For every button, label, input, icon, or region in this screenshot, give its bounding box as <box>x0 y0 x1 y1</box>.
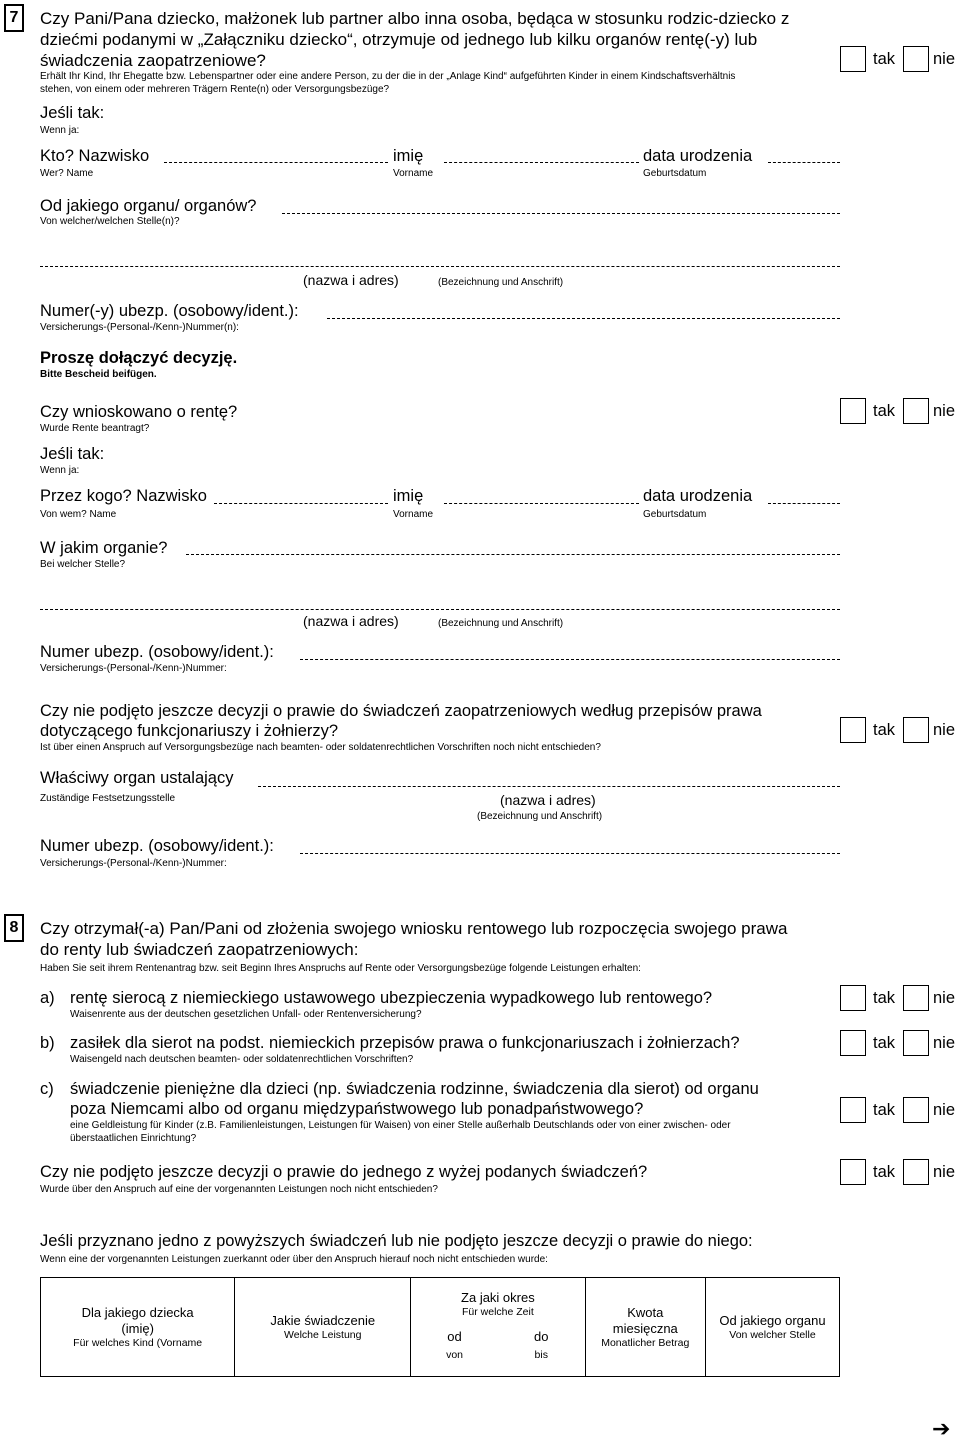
at-which-org-label: W jakim organie? <box>40 539 168 557</box>
name-address-german: (Bezeichnung und Anschrift) <box>438 277 564 288</box>
column-authority-german: Von welcher Stelle <box>729 1328 816 1341</box>
at-which-org-field[interactable] <box>186 554 840 555</box>
no-decision-line-1: Czy nie podjęto jeszcze decyzji o prawie do świadczeń zaopatrzeniowych według przepisów prawa <box>40 702 762 720</box>
yes-checkbox[interactable] <box>840 717 866 743</box>
if-granted-german: Wenn eine der vorgenannten Leistungen zuerkannt oder über den Anspruch hierauf noch nicht entschieden wurde: <box>40 1254 548 1265</box>
yes-checkbox[interactable] <box>840 1097 866 1123</box>
question-7-line-2: dziećmi podanymi w „Załączniku dziecko“, otrzymuje od jednego lub kilku organów rentę(-y) lub <box>40 30 758 49</box>
first-name-label: imię <box>393 487 424 505</box>
by-whom-surname-german: Von wem? Name <box>40 509 117 520</box>
option-c-line-2: poza Niemcami albo od organu międzypaństwowego lub ponadpaństwowego? <box>70 1100 644 1118</box>
name-address-german: (Bezeichnung und Anschrift) <box>438 618 564 629</box>
no-label: nie <box>933 989 956 1007</box>
option-b-text: zasiłek dla sierot na podst. niemieckich przepisów prawa o funkcjonariuszach i żołnierzach? <box>70 1034 740 1052</box>
option-a-german: Waisenrente aus der deutschen gesetzlichen Unfall- oder Rentenversicherung? <box>70 1009 422 1020</box>
benefits-table <box>40 1277 840 1377</box>
yes-label: tak <box>873 721 896 739</box>
competent-org-label: Właściwy organ ustalający <box>40 769 234 787</box>
insurance-number-field[interactable] <box>300 853 840 854</box>
birth-date-german: Geburtsdatum <box>643 509 707 520</box>
from-which-org-label: Od jakiego organu/ organów? <box>40 197 257 215</box>
yes-checkbox[interactable] <box>840 46 866 72</box>
first-name-field[interactable] <box>444 503 639 504</box>
if-yes-label: Jeśli tak: <box>40 445 105 463</box>
column-benefit <box>235 1278 411 1377</box>
column-child-title-line-1: Dla jakiego dziecka <box>81 1304 194 1320</box>
first-name-german: Vorname <box>393 168 434 179</box>
column-amount-title-line-1: Kwota <box>627 1304 664 1320</box>
column-amount-title-line-2: miesięczna <box>612 1320 678 1336</box>
no-checkbox[interactable] <box>903 985 929 1011</box>
column-authority-title: Od jakiego organu <box>719 1312 826 1328</box>
yes-checkbox[interactable] <box>840 1030 866 1056</box>
if-yes-german: Wenn ja: <box>40 125 80 136</box>
who-surname-label: Kto? Nazwisko <box>40 147 150 165</box>
column-amount <box>585 1278 705 1377</box>
no-label: nie <box>933 721 956 739</box>
if-granted-label: Jeśli przyznano jedno z powyższych świadczeń lub nie podjęto jeszcze decyzji o prawie do niego: <box>40 1232 753 1250</box>
insurance-number-label: Numer ubezp. (osobowy/ident.): <box>40 643 274 661</box>
question-8-line-2: do renty lub świadczeń zaopatrzeniowych: <box>40 940 359 959</box>
yes-label: tak <box>873 989 896 1007</box>
period-to-label: do <box>534 1329 549 1344</box>
competent-org-german: Zuständige Festsetzungsstelle <box>40 793 176 804</box>
competent-org-field[interactable] <box>258 786 840 787</box>
question-7-german-line-2: stehen, von einem oder mehreren Trägern Rente(n) oder Versorgungsbezüge? <box>40 84 390 95</box>
insurance-number-field[interactable] <box>300 659 840 660</box>
option-c-letter: c) <box>40 1080 54 1098</box>
question-8-german: Haben Sie seit ihrem Rentenantrag bzw. seit Beginn Ihres Anspruchs auf Rente oder Versorgungsbezüge folgende Leistungen erhalten: <box>40 963 641 974</box>
yes-label: tak <box>873 1034 896 1052</box>
by-whom-surname-label: Przez kogo? Nazwisko <box>40 487 207 505</box>
period-from <box>411 1329 498 1362</box>
column-amount-german: Monatlicher Betrag <box>601 1336 690 1349</box>
yes-checkbox[interactable] <box>840 985 866 1011</box>
option-c-line-1: świadczenie pieniężne dla dzieci (np. świadczenia rodzinne, świadczenia dla sierot) od organu <box>70 1080 759 1098</box>
who-surname-field[interactable] <box>164 162 388 163</box>
insurance-number-plural-field[interactable] <box>327 318 840 319</box>
no-label: nie <box>933 50 956 68</box>
org-address-field[interactable] <box>40 266 840 267</box>
birth-date-label: data urodzenia <box>643 487 753 505</box>
from-which-org-german: Von welcher/welchen Stelle(n)? <box>40 216 180 227</box>
column-period-title: Za jaki okres <box>461 1290 535 1305</box>
column-authority <box>705 1278 839 1377</box>
no-label: nie <box>933 1101 956 1119</box>
insurance-number-plural-german: Versicherungs-(Personal-/Kenn-)Nummer(n): <box>40 322 239 333</box>
period-to <box>498 1329 585 1362</box>
option-a-text: rentę sierocą z niemieckiego ustawowego ubezpieczenia wypadkowego lub rentowego? <box>70 989 713 1007</box>
option-c-german-line-2: überstaatlichen Einrichtung? <box>70 1133 197 1144</box>
org-address-field[interactable] <box>40 609 840 610</box>
yes-checkbox[interactable] <box>840 398 866 424</box>
no-label: nie <box>933 1163 956 1181</box>
column-benefit-german: Welche Leistung <box>284 1328 362 1341</box>
question-7-line-3: świadczenia zaopatrzeniowe? <box>40 51 266 70</box>
attach-decision-german: Bitte Bescheid beifügen. <box>40 369 157 380</box>
column-benefit-title: Jakie świadczenie <box>270 1312 376 1328</box>
option-c-german-line-1: eine Geldleistung für Kinder (z.B. Familienleistungen, Leistungen für Waisen) von einer Stelle außerhalb Deutschlands oder von einer zwischen- oder <box>70 1120 731 1131</box>
insurance-number-plural-label: Numer(-y) ubezp. (osobowy/ident.): <box>40 302 299 320</box>
applied-pension-german: Wurde Rente beantragt? <box>40 423 150 434</box>
insurance-number-german: Versicherungs-(Personal-/Kenn-)Nummer: <box>40 858 227 869</box>
applied-pension-label: Czy wnioskowano o rentę? <box>40 403 238 421</box>
name-address-label: (nazwa i adres) <box>500 792 596 808</box>
no-checkbox[interactable] <box>903 717 929 743</box>
no-checkbox[interactable] <box>903 1097 929 1123</box>
yes-label: tak <box>873 50 896 68</box>
at-which-org-german: Bei welcher Stelle? <box>40 559 126 570</box>
insurance-number-label: Numer ubezp. (osobowy/ident.): <box>40 837 274 855</box>
no-decision-german: Ist über einen Anspruch auf Versorgungsbezüge nach beamten- oder soldatenrechtlichen Vorschriften noch nicht entschieden? <box>40 742 601 753</box>
if-yes-label: Jeśli tak: <box>40 104 105 122</box>
who-surname-german: Wer? Name <box>40 168 94 179</box>
first-name-label: imię <box>393 147 424 165</box>
birth-date-label: data urodzenia <box>643 147 753 165</box>
no-decision-german: Wurde über den Anspruch auf eine der vorgenannten Leistungen noch nicht entschieden? <box>40 1184 438 1195</box>
option-b-german: Waisengeld nach deutschen beamten- oder soldatenrechtlichen Vorschriften? <box>70 1054 414 1065</box>
attach-decision-text: Proszę dołączyć decyzję. <box>40 349 238 367</box>
period-to-german: bis <box>534 1349 548 1361</box>
no-label: nie <box>933 1034 956 1052</box>
no-label: nie <box>933 402 956 420</box>
by-whom-surname-field[interactable] <box>214 503 388 504</box>
question-8-line-1: Czy otrzymał(-a) Pan/Pani od złożenia swojego wniosku rentowego lub rozpoczęcia swojego prawa <box>40 919 788 938</box>
column-period <box>411 1278 585 1377</box>
no-checkbox[interactable] <box>903 1030 929 1056</box>
section-number-7: 7 <box>4 4 24 32</box>
question-7-german-line-1: Erhält Ihr Kind, Ihr Ehegatte bzw. Lebenspartner oder eine andere Person, zu der die in der „Anlage Kind“ aufgeführten Kinder in einem Kindschaftsverhältnis <box>40 71 736 82</box>
no-checkbox[interactable] <box>903 46 929 72</box>
yes-label: tak <box>873 1101 896 1119</box>
column-child-german: Für welches Kind (Vorname <box>73 1336 203 1349</box>
yes-label: tak <box>873 1163 896 1181</box>
no-decision-line-2: dotyczącego funkcjonariuszy i żołnierzy? <box>40 722 339 740</box>
yes-label: tak <box>873 402 896 420</box>
name-address-label: (nazwa i adres) <box>303 272 399 288</box>
first-name-german: Vorname <box>393 509 434 520</box>
question-7-line-1: Czy Pani/Pana dziecko, małżonek lub partner albo inna osoba, będąca w stosunku rodzic-dziecko z <box>40 9 790 28</box>
no-decision-question: Czy nie podjęto jeszcze decyzji o prawie do jednego z wyżej podanych świadczeń? <box>40 1163 648 1181</box>
column-child-title-line-2: (imię) <box>121 1320 154 1336</box>
section-number-8: 8 <box>4 914 24 942</box>
birth-date-german: Geburtsdatum <box>643 168 707 179</box>
no-checkbox[interactable] <box>903 398 929 424</box>
name-address-label: (nazwa i adres) <box>303 613 399 629</box>
birth-date-field[interactable] <box>768 162 840 163</box>
insurance-number-german: Versicherungs-(Personal-/Kenn-)Nummer: <box>40 663 227 674</box>
birth-date-field[interactable] <box>768 503 840 504</box>
column-child <box>41 1278 235 1377</box>
no-checkbox[interactable] <box>903 1159 929 1185</box>
yes-checkbox[interactable] <box>840 1159 866 1185</box>
continue-arrow-icon: ➔ <box>932 1416 951 1441</box>
if-yes-german: Wenn ja: <box>40 465 80 476</box>
option-a-letter: a) <box>40 989 55 1007</box>
period-from-german: von <box>446 1349 463 1361</box>
column-period-german: Für welche Zeit <box>461 1306 534 1318</box>
period-from-label: od <box>447 1329 462 1344</box>
option-b-letter: b) <box>40 1034 55 1052</box>
name-address-german: (Bezeichnung und Anschrift) <box>477 811 603 822</box>
from-which-org-field[interactable] <box>282 213 840 214</box>
first-name-field[interactable] <box>444 162 639 163</box>
